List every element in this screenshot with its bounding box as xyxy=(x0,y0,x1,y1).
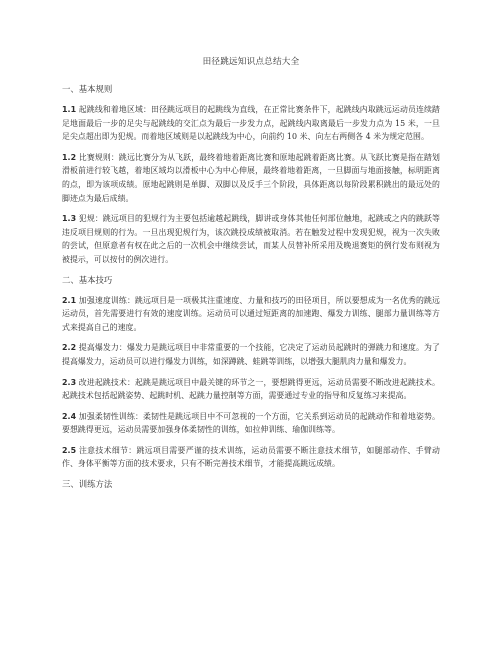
paragraph-text: 起跳线和着地区域：田径跳远项目的起跳线为直线，在正常比赛条件下，起跳线内取跳远运动员连续踏足地面最后一步的足尖与起跳线的交汇点为最后一步发力点，起跳线内取离最后一步发力点为 15 米，一旦足尖点超出即为犯规。而着地区域则是以起跳线为中心，向前约 10 米、向左右两侧各 4 米为规定范围。 xyxy=(62,105,440,142)
paragraph-number: 2.5 xyxy=(62,445,77,455)
paragraph-text: 加强柔韧性训练：柔韧性是跳远项目中不可忽视的一个方面，它关系到运动员的起跳动作和着地姿势。要想跳得更远，运动员需要加强身体柔韧性的训练，如拉伸训练、瑜伽训练等。 xyxy=(62,411,440,435)
paragraph-text: 提高爆发力：爆发力是跳远项目中非常重要的一个技能，它决定了运动员起跳时的弹跳力和速度。为了提高爆发力，运动员可以进行爆发力训练，如深蹲跳、蛙跳等训练，以增强大腿肌肉力量和爆发力。 xyxy=(62,343,440,366)
section-heading-basic-skills: 二、基本技巧 xyxy=(62,274,113,285)
paragraph-2-1 xyxy=(62,294,440,335)
document-title: 田径跳远知识点总结大全 xyxy=(202,57,300,67)
section-heading-training-methods: 三、训练方法 xyxy=(62,479,113,490)
paragraph-2-5 xyxy=(62,444,440,471)
paragraph-number: 2.4 xyxy=(62,411,77,421)
paragraph-number: 1.3 xyxy=(62,214,77,224)
paragraph-number: 2.1 xyxy=(62,295,77,305)
paragraph-1-1 xyxy=(62,103,440,144)
paragraph-number: 2.2 xyxy=(62,343,77,353)
paragraph-1-2 xyxy=(62,151,440,205)
paragraph-number: 2.3 xyxy=(62,377,77,387)
paragraph-number: 1.1 xyxy=(62,105,77,114)
paragraph-2-2 xyxy=(62,341,440,368)
section-heading-basic-rules: 一、基本规则 xyxy=(62,84,113,94)
paragraph-text: 注意技术细节：跳远项目需要严谨的技术训练，运动员需要不断注意技术细节，如腿部动作、手臂动作、身体平衡等方面的技术要求，只有不断完善技术细节，才能提高跳远成绩。 xyxy=(62,445,440,469)
paragraph-text: 加强速度训练：跳远项目是一项极其注重速度、力量和技巧的田径项目，所以要想成为一名优秀的跳远运动员，首先需要进行有效的速度训练。运动员可以通过短距离的加速跑、爆发力训练、腿部力量训练等方式来提高自己的速度。 xyxy=(62,295,440,332)
document-page xyxy=(62,56,440,498)
paragraph-2-4 xyxy=(62,410,440,437)
paragraph-text: 改进起跳技术：起跳是跳远项目中最关键的环节之一，要想跳得更远，运动员需要不断改进起跳技术。起跳技术包括起跳姿势、起跳时机、起跳力量控制等方面，需要通过专业的指导和反复练习来提高。 xyxy=(62,377,440,401)
paragraph-number: 1.2 xyxy=(62,152,77,162)
paragraph-1-3 xyxy=(62,212,440,266)
paragraph-text: 犯规：跳远项目的犯规行为主要包括逾越起跳线，脚讲或身体其他任何部位触地，起跳或之内的跳跃等违反项目规则的行为。一旦出现犯规行为，该次跳投成绩被取消。若在触发过程中发现犯规，视为一次失败的尝试，但原意者有权在此之后的一次机会中继续尝试，而某人员替补所采用及晚退赛矩的例行发布则视为被提示，可以按付的例次进行。 xyxy=(62,214,440,264)
paragraph-text: 比赛规则：跳远比赛分为从飞跃，最终着地着距离比赛和原地起跳着距离比赛。从飞跃比赛是指在踏划滑板前进行较飞越，着地区域均以滑板中心为中心伸展，最终着地着距离，一旦脚面与地面接触，标明距离的点，即为该项成绩。原地起跳则是单脚、双脚以及反手三个阶段，具体距离以每阶段累积跳出的最远处的脚迹点为最后成绩。 xyxy=(62,152,440,203)
paragraph-2-3 xyxy=(62,376,440,403)
